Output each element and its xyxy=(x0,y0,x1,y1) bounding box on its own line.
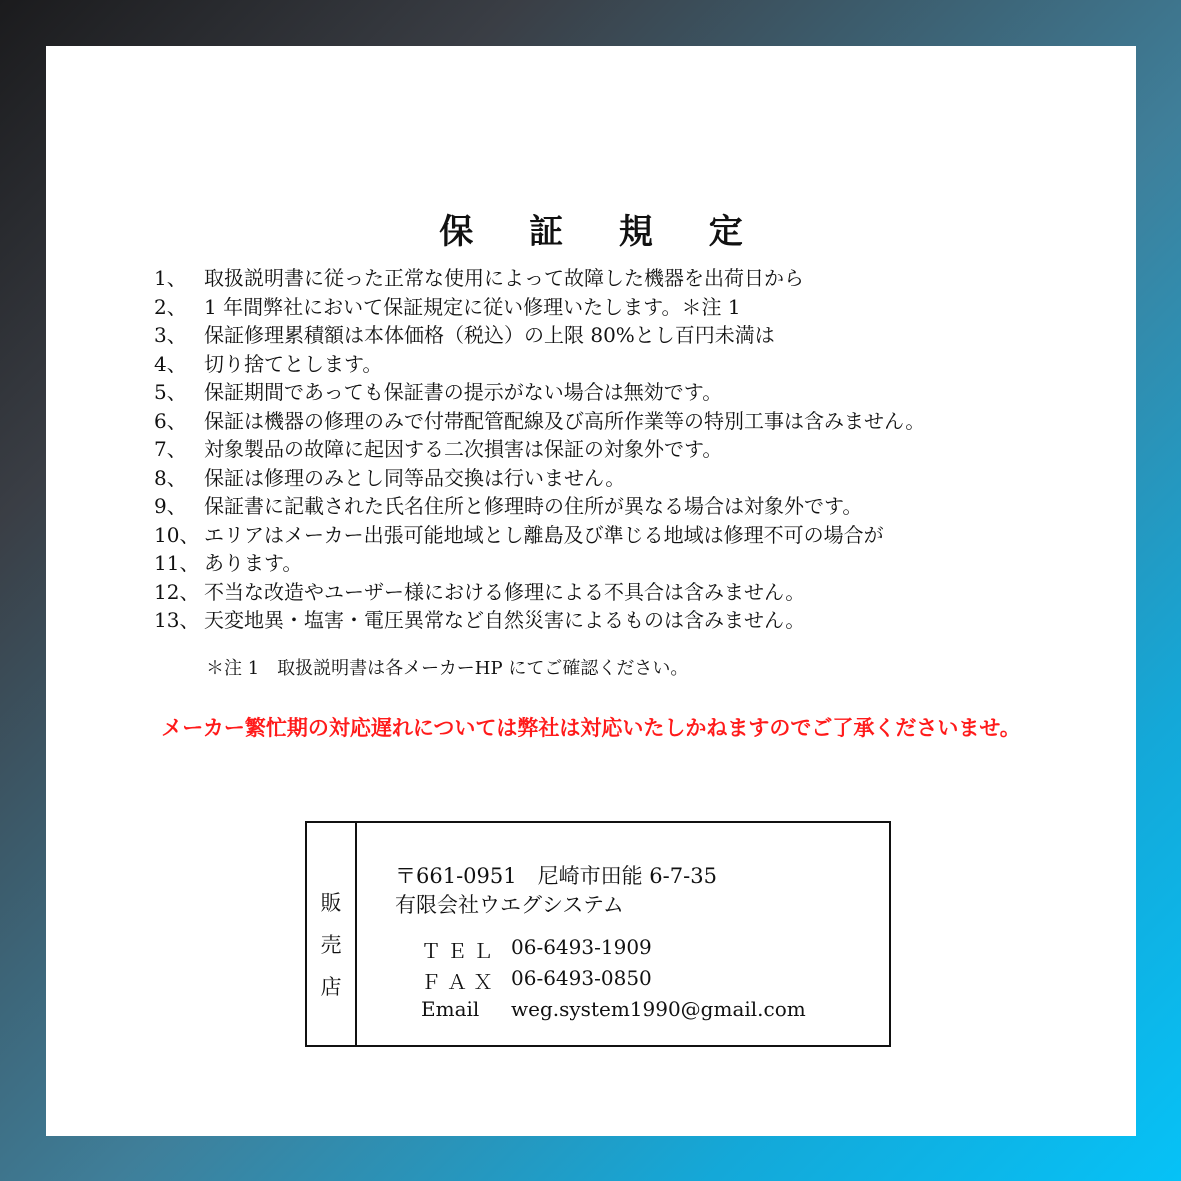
list-item xyxy=(154,293,925,322)
term-text: 切り捨てとします。 xyxy=(204,351,383,376)
term-number: 13、 xyxy=(154,608,200,632)
shop-info-box xyxy=(305,821,891,1047)
fax-row xyxy=(421,966,652,995)
terms-list xyxy=(154,264,925,635)
shop-label xyxy=(307,823,357,1045)
term-number: 5、 xyxy=(154,380,187,404)
term-number: 3、 xyxy=(154,323,187,347)
term-number: 10、 xyxy=(154,522,200,547)
term-text: 保証期間であっても保証書の提示がない場合は無効です。 xyxy=(204,380,723,404)
term-number: 6、 xyxy=(154,408,187,433)
term-text: 保証修理累積額は本体価格（税込）の上限 80%とし百円未満は xyxy=(204,323,775,347)
term-number: 4、 xyxy=(154,351,187,376)
list-item xyxy=(154,521,925,550)
term-text: 保証は修理のみとし同等品交換は行いません。 xyxy=(204,465,626,490)
term-number: 8、 xyxy=(154,465,187,490)
term-number: 2、 xyxy=(154,294,187,319)
term-number: 12、 xyxy=(154,579,200,604)
term-text: 1 年間弊社において保証規定に従い修理いたします。＊注 1 xyxy=(204,294,741,319)
delay-notice: メーカー繁忙期の対応遅れについては弊社は対応いたしかねますのでご了承くださいませ。 xyxy=(161,716,1021,740)
list-item xyxy=(154,435,925,464)
list-item xyxy=(154,407,925,436)
term-text: 対象製品の故障に起因する二次損害は保証の対象外です。 xyxy=(204,437,723,461)
email-value[interactable]: weg.system1990@gmail.com xyxy=(511,997,806,1021)
shop-address: 〒661-0951 尼崎市田能 6-7-35 xyxy=(395,864,717,888)
list-item xyxy=(154,378,925,407)
shop-label-char: 売 xyxy=(320,933,342,957)
list-item xyxy=(154,321,925,350)
fax-value: 06-6493-0850 xyxy=(511,966,652,990)
term-text: エリアはメーカー出張可能地域とし離島及び準じる地域は修理不可の場合が xyxy=(204,522,884,547)
list-item xyxy=(154,464,925,493)
term-number: 1、 xyxy=(154,266,187,290)
term-number: 9、 xyxy=(154,494,187,518)
shop-company: 有限会社ウエグシステム xyxy=(395,893,624,917)
shop-label-char: 販 xyxy=(320,891,342,915)
shop-label-char: 店 xyxy=(320,975,342,999)
term-text: あります。 xyxy=(204,551,303,575)
term-text: 保証書に記載された氏名住所と修理時の住所が異なる場合は対象外です。 xyxy=(204,494,863,518)
term-text: 取扱説明書に従った正常な使用によって故障した機器を出荷日から xyxy=(204,266,804,290)
tel-value: 06-6493-1909 xyxy=(511,935,652,959)
term-text: 保証は機器の修理のみで付帯配管配線及び高所作業等の特別工事は含みません。 xyxy=(204,408,926,433)
tel-row xyxy=(421,935,652,964)
footnote: ＊注 1 取扱説明書は各メーカーHP にてご確認ください。 xyxy=(206,658,689,679)
document-title: 保 証 規 定 xyxy=(439,212,765,252)
tel-label: ＴＥＬ xyxy=(421,939,499,963)
term-text: 天変地異・塩害・電圧異常など自然災害によるものは含みません。 xyxy=(204,608,806,632)
fax-label: ＦＡＸ xyxy=(421,970,499,994)
email-row xyxy=(421,997,806,1021)
list-item xyxy=(154,264,925,293)
list-item xyxy=(154,350,925,379)
list-item xyxy=(154,549,925,578)
term-text: 不当な改造やユーザー様における修理による不具合は含みません。 xyxy=(204,579,806,604)
list-item xyxy=(154,606,925,635)
list-item xyxy=(154,578,925,607)
list-item xyxy=(154,492,925,521)
term-number: 7、 xyxy=(154,437,187,461)
email-label: Email xyxy=(421,997,480,1021)
term-number: 11、 xyxy=(154,551,200,575)
